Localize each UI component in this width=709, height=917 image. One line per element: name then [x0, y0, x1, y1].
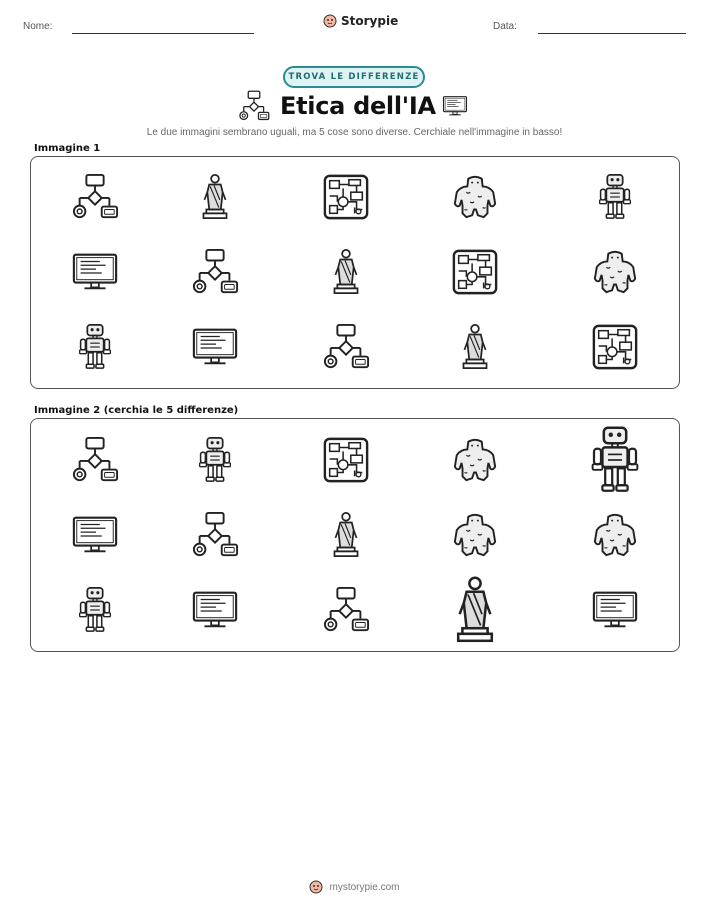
instructions: Le due immagini sembrano uguali, ma 5 cose sono diverse. Cerchiale nell'immagine in basso!	[146, 127, 563, 138]
name-line[interactable]	[72, 33, 254, 34]
date-line[interactable]	[538, 33, 686, 34]
page-title: Etica dell'IA	[280, 92, 436, 120]
golem-icon[interactable]	[451, 436, 499, 484]
flowchart-icon	[191, 248, 239, 296]
monitor-icon[interactable]	[71, 511, 119, 559]
brand-name: Storypie	[341, 14, 399, 28]
statue-icon	[451, 323, 499, 371]
section2-label: Immagine 2 (cerchia le 5 differenze)	[34, 405, 239, 416]
statue-icon[interactable]	[322, 511, 370, 559]
storypie-mascot-icon	[309, 880, 323, 894]
flowchart-icon[interactable]	[191, 511, 239, 559]
footer-url[interactable]: mystorypie.com	[329, 881, 400, 893]
robot-icon[interactable]	[191, 436, 239, 484]
monitor-icon[interactable]	[191, 586, 239, 634]
statue-icon[interactable]	[440, 575, 510, 645]
statue-icon	[322, 248, 370, 296]
flowchart-icon	[322, 323, 370, 371]
robot-icon[interactable]	[71, 586, 119, 634]
flowchart-icon[interactable]	[71, 436, 119, 484]
name-label: Nome:	[23, 21, 53, 32]
golem-icon[interactable]	[451, 511, 499, 559]
storypie-mascot-icon	[323, 14, 337, 28]
flowchart-icon	[238, 90, 270, 122]
date-label: Data:	[493, 21, 517, 32]
activity-badge: TROVA LE DIFFERENZE	[283, 66, 425, 88]
monitor-icon[interactable]	[591, 586, 639, 634]
golem-icon	[591, 248, 639, 296]
robot-icon	[71, 323, 119, 371]
flowchart-icon[interactable]	[322, 586, 370, 634]
monitor-icon	[440, 93, 470, 119]
brand-logo	[323, 14, 398, 28]
monitor-icon	[191, 323, 239, 371]
robot-icon	[591, 173, 639, 221]
circuit-icon	[591, 323, 639, 371]
flowchart-icon	[71, 173, 119, 221]
circuit-icon[interactable]	[322, 436, 370, 484]
section1-label: Immagine 1	[34, 143, 101, 154]
monitor-icon	[71, 248, 119, 296]
golem-icon	[451, 173, 499, 221]
statue-icon	[191, 173, 239, 221]
circuit-icon	[451, 248, 499, 296]
robot-icon[interactable]	[580, 425, 650, 495]
circuit-icon	[322, 173, 370, 221]
footer	[0, 880, 709, 894]
golem-icon[interactable]	[591, 511, 639, 559]
